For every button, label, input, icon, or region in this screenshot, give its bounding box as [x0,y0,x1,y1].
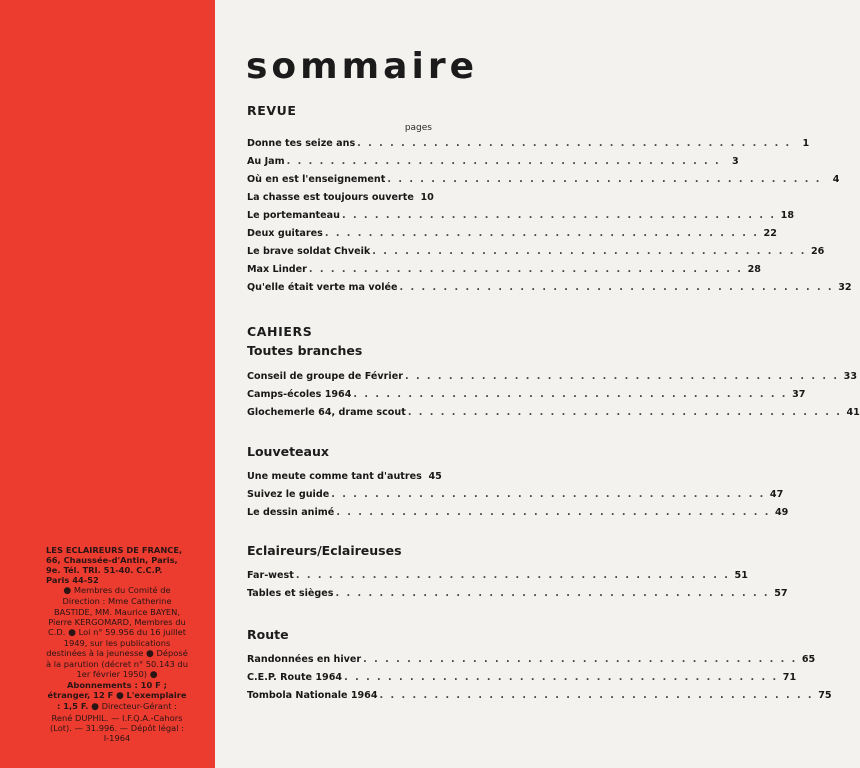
section-louveteaux-heading: Louveteaux [247,444,329,459]
colophon: LES ECLAIREURS DE FRANCE, 66, Chaussée-d'Antin, Paris, 9e. Tél. TRI. 51-40. C.C.P. Paris 44-52 ● Membres du Comité de Direction : Mme Catherine BASTIDE, MM. Maurice BAYEN, Pierre KERGOMARD, Membres du C.D. ● Loi n° 59.956 du 16 juillet 1949, sur les publications destinées à la jeunesse ● Déposé à la parution (décret n° 50.143 du 1er février 1950) ● Abonnements : 10 F ; étranger, 12 F ● L'exemplaire : 1,5 F. ● Directeur-Gérant : René DUPHIL. — I.F.Q.A.-Cahors (Lot). — 31.996. — Dépôt légal : I-1964 [46,545,188,743]
toc-entry[interactable]: Le portemanteau . . . 18 [247,210,432,221]
section-revue-heading: REVUE [247,103,297,118]
toc-entry[interactable]: Glochemerle 64, drame scout . . . 41 [247,407,432,418]
toc-entry[interactable]: Camps-écoles 1964 . . . 37 [247,389,432,400]
toc-entry[interactable]: Tombola Nationale 1964 . . . 75 [247,690,432,701]
page-title: sommaire [246,46,478,87]
colophon-law: Loi n° 59.956 du 16 juillet 1949, sur les publications destinées à la jeunesse [46,626,186,658]
section-cahiers-subheading: Toutes branches [247,343,363,358]
toc-entry[interactable]: Conseil de groupe de Février . . . 33 [247,371,432,382]
pages-column-label: pages [404,123,432,133]
section-cahiers-heading: CAHIERS [247,324,313,339]
colophon-deposit: Déposé à la parution (décret n° 50.143 du 1er février 1950) [46,647,188,680]
toc-entry[interactable]: Suivez le guide . . . 47 [247,489,432,500]
toc-entry[interactable]: Tables et sièges . . . 57 [247,588,432,599]
toc-entry[interactable]: La chasse est toujours ouverte 10 [247,192,434,203]
colophon-director: Directeur-Gérant : René DUPHIL. — I.F.Q.A.-Cahors (Lot). — 31.996. — Dépôt légal : I-1964 [50,701,184,743]
colophon-subscriptions: Abonnements : 10 F ; étranger, 12 F [47,680,167,701]
section-eclaireurs-heading: Eclaireurs/Eclaireuses [247,543,402,558]
toc-entry[interactable]: Qu'elle était verte ma volée . . . 32 [247,282,432,293]
toc-entry[interactable]: Randonnées en hiver . . . 65 [247,654,432,665]
colophon-single-issue: L'exemplaire : 1,5 F. [57,690,187,712]
toc-entry[interactable]: Le brave soldat Chveik . . . 26 [247,246,432,257]
toc-entry[interactable]: Une meute comme tant d'autres 45 [247,471,442,482]
toc-entry[interactable]: C.E.P. Route 1964 . . . 71 [247,672,432,683]
toc-entry[interactable]: Au Jam . . . 3 [247,156,432,167]
colophon-publisher: LES ECLAIREURS DE FRANCE, 66, Chaussée-d'Antin, Paris, 9e. Tél. TRI. 51-40. C.C.P. Paris 44-52 [46,545,183,586]
toc-entry[interactable]: Donne tes seize ans . . . 1 [247,138,432,149]
toc-entry[interactable]: Far-west . . . 51 [247,570,432,581]
toc-entry[interactable]: Le dessin animé . . . 49 [247,507,432,518]
colophon-committee: Membres du Comité de Direction : Mme Catherine BASTIDE, MM. Maurice BAYEN, Pierre KERGOMARD, Membres du C.D. [47,585,186,637]
toc-entry[interactable]: Deux guitares . . . 22 [247,228,432,239]
section-route-heading: Route [247,627,289,642]
toc-entry[interactable]: Max Linder . . . 28 [247,264,432,275]
toc-entry[interactable]: Où en est l'enseignement . . . 4 [247,174,432,185]
